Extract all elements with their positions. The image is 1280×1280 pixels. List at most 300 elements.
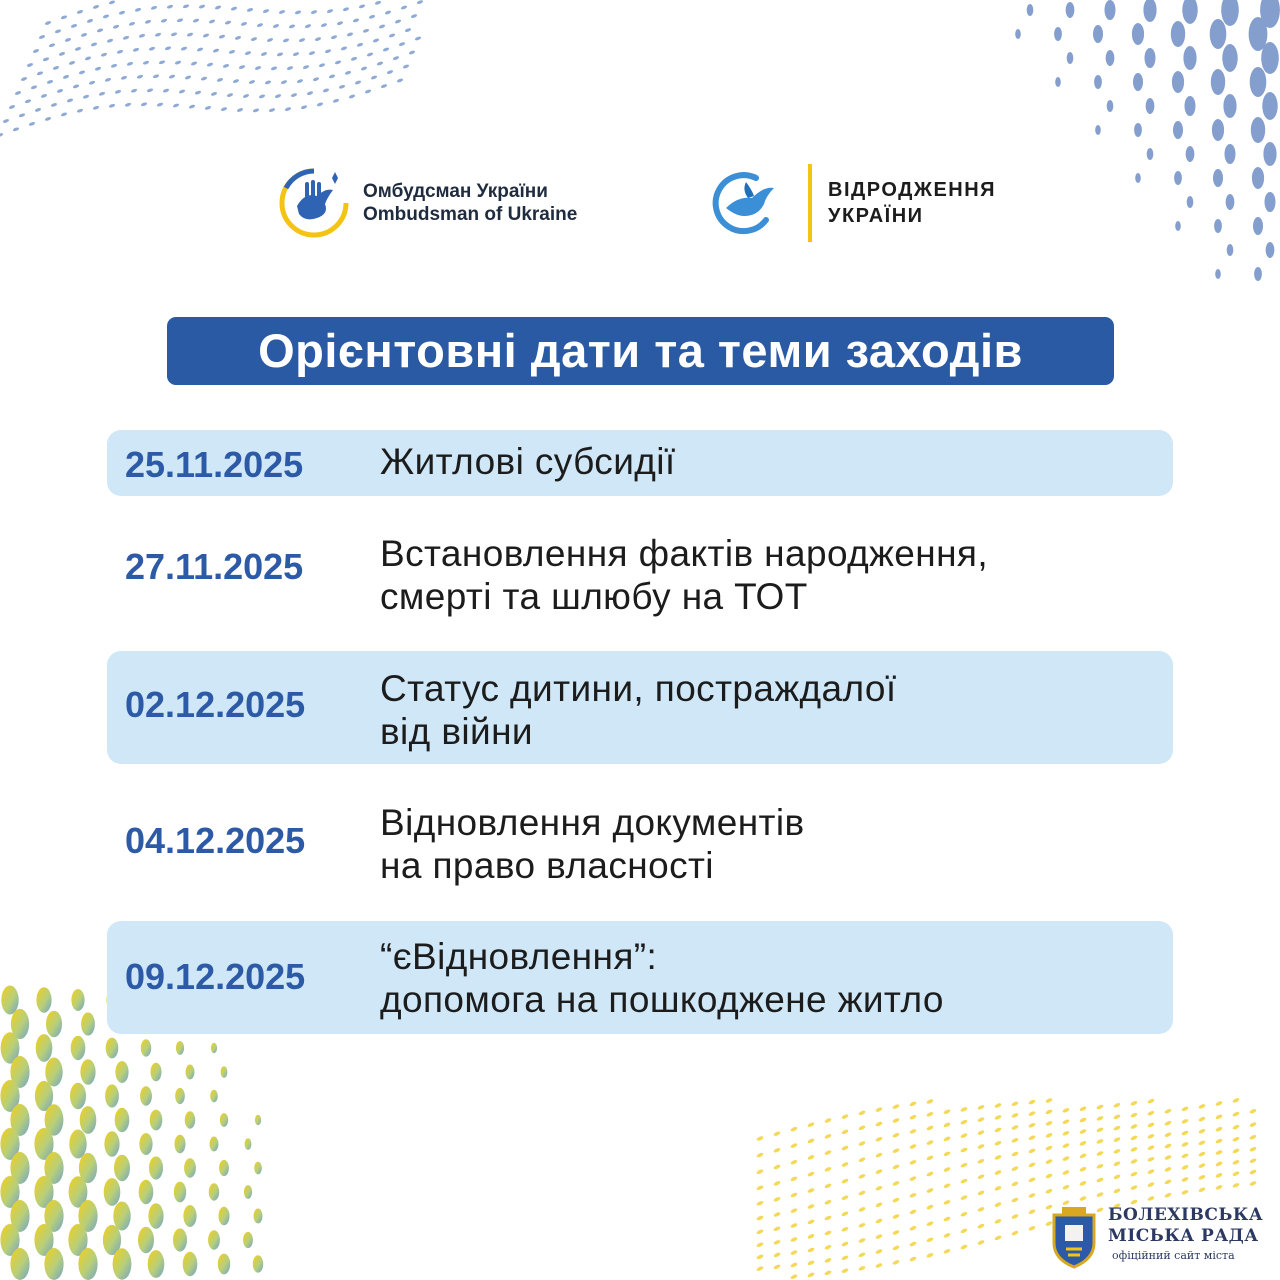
decor-dot	[139, 1180, 154, 1204]
decor-dot	[210, 1090, 218, 1103]
decor-dot	[1222, 44, 1237, 72]
decor-dot	[96, 28, 103, 33]
decor-dot	[126, 61, 133, 66]
decor-dot	[334, 60, 341, 65]
decor-dot	[308, 51, 315, 56]
decor-dot	[773, 1196, 781, 1202]
decor-dot	[909, 1241, 917, 1247]
decor-dot	[807, 1272, 815, 1278]
decor-dot	[402, 64, 409, 69]
event-topic	[380, 532, 988, 618]
decor-dot	[841, 1129, 849, 1135]
decor-dot	[807, 1171, 815, 1177]
decor-dot	[1011, 1230, 1019, 1236]
decor-dot	[824, 1215, 832, 1221]
decor-dot	[1182, 0, 1197, 24]
decor-dot	[841, 1255, 849, 1261]
decor-dot	[756, 1185, 764, 1191]
decor-dot	[926, 1204, 934, 1210]
decor-dot	[977, 1129, 985, 1135]
decor-dot	[178, 89, 185, 94]
decor-dot	[1062, 1130, 1070, 1136]
decor-dot	[34, 107, 41, 112]
decor-dot	[790, 1142, 798, 1148]
decor-dot	[1133, 73, 1143, 91]
decor-dot	[50, 102, 57, 107]
decor-dot	[220, 107, 227, 112]
decor-dot	[348, 94, 355, 99]
decor-dot	[44, 116, 51, 121]
decor-dot	[354, 80, 361, 85]
decor-dot	[276, 52, 283, 57]
event-topic-line: Відновлення документів	[380, 802, 805, 843]
decor-dot	[1093, 25, 1103, 43]
decor-dot	[270, 66, 277, 71]
decor-dot	[994, 1218, 1002, 1224]
decor-dot	[148, 1250, 165, 1278]
decor-dot	[42, 57, 49, 62]
decor-dot	[1198, 1128, 1206, 1134]
event-topic	[380, 801, 805, 887]
decor-dot	[190, 61, 197, 66]
decor-dot	[142, 60, 149, 65]
decor-dot	[1215, 1100, 1223, 1106]
decor-dot	[960, 1119, 968, 1125]
event-topic	[380, 667, 897, 753]
decor-dot	[256, 23, 263, 28]
decor-dot	[114, 1155, 130, 1182]
decor-dot	[790, 1126, 798, 1132]
ombudsman-logo	[277, 166, 577, 240]
decor-dot	[250, 37, 257, 42]
decor-dot	[1113, 1114, 1121, 1120]
decor-dot	[909, 1256, 917, 1262]
decor-dot	[858, 1173, 866, 1179]
decor-dot	[102, 14, 109, 19]
decor-dot	[909, 1114, 917, 1120]
decor-dot	[892, 1245, 900, 1251]
decor-dot	[404, 28, 411, 33]
decor-dot	[1130, 1184, 1138, 1190]
decor-dot	[116, 49, 123, 54]
decor-dot	[28, 121, 35, 126]
decor-dot	[288, 24, 295, 29]
decor-dot	[254, 1209, 263, 1224]
decor-dot	[144, 19, 151, 24]
decor-dot	[1164, 1154, 1172, 1160]
decor-dot	[282, 38, 289, 43]
decor-dot	[756, 1242, 764, 1248]
decor-dot	[228, 49, 235, 54]
decor-dot	[1172, 71, 1184, 93]
decor-dot	[1011, 1137, 1019, 1143]
decor-dot	[184, 75, 191, 80]
decor-dot	[858, 1252, 866, 1258]
decor-dot	[209, 1183, 219, 1200]
decor-dot	[322, 88, 329, 93]
blue-bird-icon	[708, 168, 778, 238]
decor-dot	[1145, 48, 1156, 68]
decor-dot	[396, 78, 403, 83]
decor-dot	[204, 105, 211, 110]
decor-dot	[388, 33, 395, 38]
decor-dot	[841, 1195, 849, 1201]
decor-dot	[960, 1106, 968, 1112]
decor-dot	[1134, 123, 1142, 137]
decor-dot	[140, 102, 147, 107]
decor-dot	[1096, 1150, 1104, 1156]
decor-dot	[186, 32, 193, 37]
decor-dot	[909, 1101, 917, 1107]
decor-dot	[1212, 119, 1224, 141]
decor-dot	[1183, 46, 1196, 70]
event-row-5	[107, 921, 1173, 1034]
decor-dot	[1045, 1158, 1053, 1164]
decor-dot	[38, 34, 45, 39]
decor-dot	[258, 94, 265, 99]
decor-dot	[1232, 1182, 1240, 1188]
decor-dot	[824, 1270, 832, 1276]
decor-dot	[1011, 1124, 1019, 1130]
decor-dot	[78, 70, 85, 75]
decor-dot	[24, 99, 31, 104]
decor-dot	[1028, 1225, 1036, 1231]
decor-dot	[113, 1248, 132, 1279]
decor-dot	[1173, 121, 1183, 139]
decor-dot	[90, 42, 97, 47]
decor-dot	[926, 1125, 934, 1131]
decor-dot	[74, 46, 81, 51]
decor-dot	[20, 76, 27, 81]
decor-dot	[45, 1058, 62, 1087]
decor-dot	[188, 104, 195, 109]
decor-dot	[1028, 1148, 1036, 1154]
decor-dot	[1130, 1146, 1138, 1152]
decor-dot	[286, 66, 293, 71]
decor-dot	[136, 74, 143, 79]
decor-dot	[372, 38, 379, 43]
decor-dot	[134, 7, 141, 12]
decor-dot	[977, 1223, 985, 1229]
decor-dot	[943, 1183, 951, 1189]
decor-dot	[1249, 1121, 1257, 1127]
decor-dot	[909, 1159, 917, 1165]
decor-dot	[1079, 1166, 1087, 1172]
decor-dot	[926, 1237, 934, 1243]
decor-dot	[183, 1205, 196, 1227]
decor-dot	[994, 1154, 1002, 1160]
decor-dot	[398, 42, 405, 47]
footer-line2: МІСЬКА РАДА	[1108, 1226, 1259, 1246]
decor-dot	[1249, 1134, 1257, 1140]
decor-dot	[292, 52, 299, 57]
decor-dot	[1198, 1151, 1206, 1157]
decor-dot	[773, 1252, 781, 1258]
decor-dot	[1028, 1110, 1036, 1116]
decor-dot	[994, 1201, 1002, 1207]
decor-dot	[926, 1187, 934, 1193]
decor-dot	[773, 1264, 781, 1270]
ombudsman-name-en: Ombudsman of Ukraine	[363, 204, 578, 225]
decor-dot	[294, 10, 301, 15]
decor-dot	[1147, 1181, 1155, 1187]
decor-dot	[1132, 23, 1144, 45]
decor-dot	[211, 1043, 217, 1053]
vidrodzhennia-line1: ВІДРОДЖЕННЯ	[828, 179, 997, 201]
decor-dot	[1079, 1195, 1087, 1201]
decor-dot	[773, 1180, 781, 1186]
partner-logos	[0, 160, 1280, 250]
decor-dot	[380, 84, 387, 89]
decor-dot	[268, 108, 275, 113]
decor-dot	[1181, 1118, 1189, 1124]
decor-dot	[272, 23, 279, 28]
bolekhiv-council-logo[interactable]	[1048, 1205, 1268, 1275]
decor-dot	[306, 91, 313, 96]
decor-dot	[1249, 1158, 1257, 1164]
decor-dot	[114, 89, 121, 94]
event-topic-line: на право власності	[380, 845, 714, 886]
decor-dot	[138, 33, 145, 38]
decor-dot	[66, 98, 73, 103]
decor-dot	[356, 42, 363, 47]
decor-dot	[875, 1218, 883, 1224]
decor-dot	[909, 1225, 917, 1231]
event-topic-line: Встановлення фактів народження,	[380, 533, 989, 574]
decor-dot	[112, 24, 119, 29]
decor-dot	[410, 14, 417, 19]
decor-dot	[1164, 1179, 1172, 1185]
decor-dot	[104, 1131, 119, 1157]
decor-dot	[304, 24, 311, 29]
decor-dot	[756, 1169, 764, 1175]
decor-dot	[1028, 1099, 1036, 1105]
decor-dot	[824, 1230, 832, 1236]
decor-dot	[943, 1199, 951, 1205]
decor-dot	[926, 1111, 934, 1117]
decor-dot	[382, 47, 389, 52]
decor-dot	[1130, 1123, 1138, 1129]
decor-dot	[106, 38, 113, 43]
decor-dot	[98, 91, 105, 96]
decor-dot	[1045, 1097, 1053, 1103]
decor-dot	[108, 0, 115, 5]
decor-dot	[1096, 1138, 1104, 1144]
decor-dot	[100, 52, 107, 57]
decor-dot	[926, 1252, 934, 1258]
decor-dot	[892, 1197, 900, 1203]
decor-dot	[1096, 1163, 1104, 1169]
decor-dot	[1045, 1132, 1053, 1138]
decor-dot	[80, 1059, 95, 1085]
decor-dot	[244, 51, 251, 56]
decor-dot	[1079, 1117, 1087, 1123]
decor-dot	[1147, 1098, 1155, 1104]
decor-dot	[386, 70, 393, 75]
decor-dot	[1045, 1188, 1053, 1194]
decor-dot	[1232, 1136, 1240, 1142]
decor-dot	[960, 1211, 968, 1217]
event-row-2	[107, 520, 1173, 630]
decor-dot	[824, 1244, 832, 1250]
decor-dot	[841, 1241, 849, 1247]
decor-dot	[326, 9, 333, 14]
decor-dot	[370, 75, 377, 80]
decor-dot	[92, 4, 99, 9]
decor-dot	[1198, 1116, 1206, 1122]
decor-dot	[244, 1185, 252, 1199]
decor-dot	[1181, 1141, 1189, 1147]
decor-dot	[336, 21, 343, 26]
decor-dot	[310, 10, 317, 15]
page-title: Орієнтовні дати та теми заходів	[167, 317, 1114, 385]
decor-dot	[210, 1137, 219, 1152]
decor-dot	[1232, 1159, 1240, 1165]
decor-dot	[1181, 1164, 1189, 1170]
decor-dot	[977, 1104, 985, 1110]
decor-dot	[44, 1248, 63, 1280]
decor-dot	[352, 18, 359, 23]
decor-dot	[60, 15, 67, 20]
decor-dot	[176, 1041, 184, 1055]
decor-dot	[1215, 1184, 1223, 1190]
decor-dot	[220, 1113, 228, 1127]
decor-dot	[208, 19, 215, 24]
decor-dot	[176, 18, 183, 23]
decor-dot	[756, 1200, 764, 1206]
decor-dot	[284, 107, 291, 112]
event-topic-line: допомога на пошкоджене житло	[380, 979, 944, 1020]
decor-dot	[858, 1237, 866, 1243]
decor-dot	[1147, 1195, 1155, 1201]
decor-dot	[1198, 1187, 1206, 1193]
decor-dot	[26, 62, 33, 67]
decor-dot	[875, 1262, 883, 1268]
decor-dot	[960, 1178, 968, 1184]
decor-dot	[773, 1211, 781, 1217]
decor-dot	[150, 1110, 163, 1131]
decor-dot	[374, 0, 381, 5]
decor-dot	[1215, 1172, 1223, 1178]
decor-dot	[360, 66, 367, 71]
decor-dot	[807, 1154, 815, 1160]
decor-dot	[166, 4, 173, 9]
decor-dot	[1107, 100, 1114, 112]
decor-dot	[8, 104, 15, 109]
decor-dot	[184, 1158, 196, 1178]
decor-dot	[807, 1233, 815, 1239]
decor-dot	[756, 1152, 764, 1158]
decor-dot	[875, 1152, 883, 1158]
decor-dot	[892, 1229, 900, 1235]
decor-dot	[198, 4, 205, 9]
decor-dot	[106, 1038, 119, 1059]
decor-dot	[36, 1034, 53, 1062]
decor-dot	[841, 1145, 849, 1151]
decor-dot	[909, 1209, 917, 1215]
decor-dot	[892, 1103, 900, 1109]
decor-dot	[756, 1135, 764, 1141]
decor-dot	[324, 49, 331, 54]
decor-dot	[1147, 1168, 1155, 1174]
decor-dot	[807, 1219, 815, 1225]
decor-dot	[1028, 1209, 1036, 1215]
decor-dot	[1130, 1112, 1138, 1118]
decor-dot	[1164, 1132, 1172, 1138]
decor-dot	[194, 90, 201, 95]
decor-dot	[174, 60, 181, 65]
decor-dot	[824, 1183, 832, 1189]
decor-dot	[302, 65, 309, 70]
decor-dot	[1223, 94, 1236, 118]
decor-dot	[14, 90, 21, 95]
decor-dot	[1232, 1124, 1240, 1130]
decor-dot	[64, 37, 71, 42]
decor-dot	[242, 93, 249, 98]
decor-dot	[1079, 1140, 1087, 1146]
decor-dot	[312, 77, 319, 82]
decor-dot	[70, 1083, 86, 1110]
decor-dot	[148, 1203, 163, 1229]
decor-dot	[1146, 98, 1155, 114]
decor-dot	[807, 1247, 815, 1253]
decor-dot	[364, 89, 371, 94]
decor-dot	[807, 1203, 815, 1209]
decor-dot	[790, 1236, 798, 1242]
decor-dot	[340, 46, 347, 51]
event-topic-line: Статус дитини, постраждалої	[380, 668, 897, 709]
decor-dot	[790, 1274, 798, 1280]
decor-dot	[1198, 1162, 1206, 1168]
decor-dot	[1028, 1177, 1036, 1183]
decor-dot	[266, 37, 273, 42]
decor-dot	[416, 0, 423, 5]
decor-dot	[92, 105, 99, 110]
decor-dot	[824, 1117, 832, 1123]
decor-dot	[219, 1207, 230, 1226]
decor-dot	[1045, 1109, 1053, 1115]
decor-dot	[236, 107, 243, 112]
decor-dot	[807, 1138, 815, 1144]
decor-dot	[841, 1178, 849, 1184]
decor-dot	[185, 1111, 195, 1128]
decor-dot	[858, 1222, 866, 1228]
decor-dot	[1130, 1158, 1138, 1164]
decor-dot	[1045, 1145, 1053, 1151]
decor-dot	[1261, 42, 1279, 74]
decor-dot	[909, 1128, 917, 1134]
decor-dot	[214, 5, 221, 10]
decor-dot	[977, 1116, 985, 1122]
decor-dot	[40, 93, 47, 98]
decor-dot	[71, 1036, 86, 1060]
decor-dot	[338, 84, 345, 89]
decor-dot	[1062, 1184, 1070, 1190]
decor-dot	[960, 1244, 968, 1250]
decor-dot	[290, 93, 297, 98]
decor-dot	[318, 63, 325, 68]
decor-dot	[18, 113, 25, 118]
decor-dot	[1027, 4, 1034, 16]
decor-dot	[253, 1255, 263, 1272]
decor-dot	[943, 1151, 951, 1157]
decor-dot	[1096, 1104, 1104, 1110]
decor-dot	[773, 1164, 781, 1170]
decor-dot	[994, 1169, 1002, 1175]
decor-dot	[1067, 52, 1074, 64]
decor-dot	[221, 1066, 228, 1078]
decor-dot	[1232, 1148, 1240, 1154]
